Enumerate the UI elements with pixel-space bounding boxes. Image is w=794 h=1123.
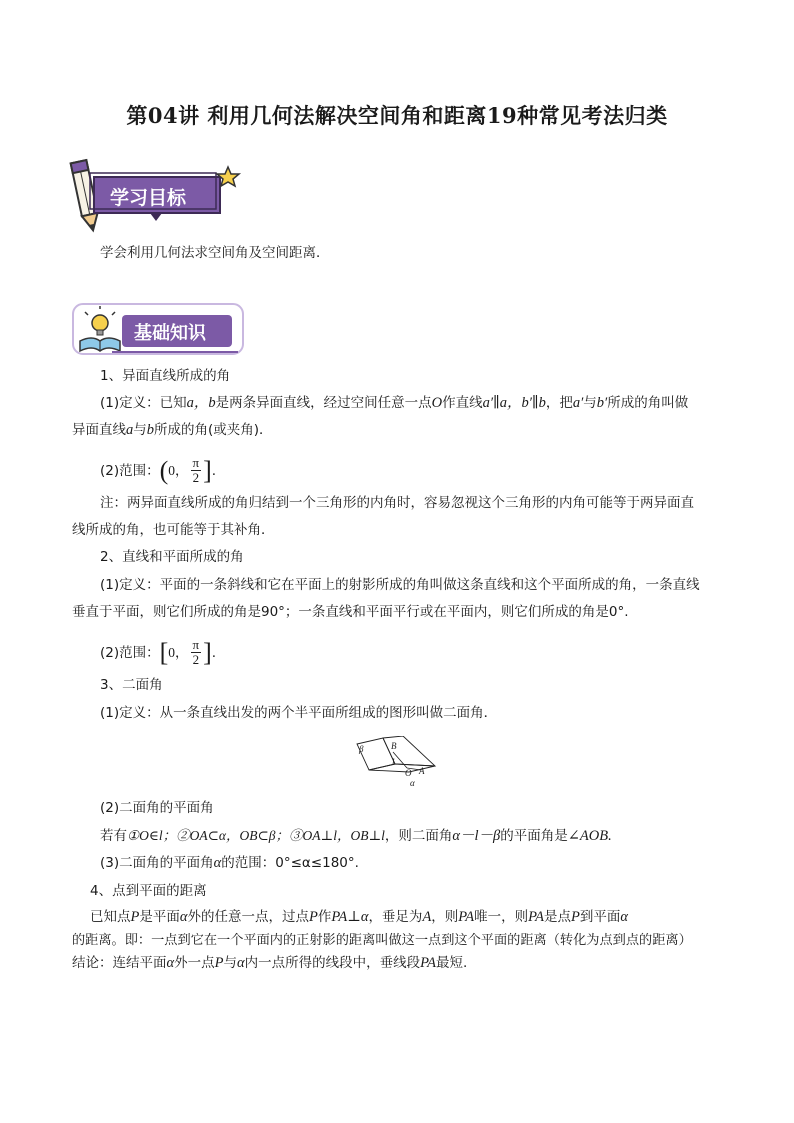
page-title: 第04讲 利用几何法解决空间角和距离19种常见考法归类 bbox=[126, 103, 668, 128]
section-3-plane-angle-condition bbox=[100, 826, 612, 846]
math-alpha: α bbox=[179, 909, 188, 925]
math-PA-perp: PA⊥α bbox=[331, 909, 369, 925]
math-A: A bbox=[422, 909, 432, 925]
goal-text: 学会利用几何法求空间角及空间距离． bbox=[100, 245, 330, 261]
math-a-prime: a′ bbox=[572, 395, 584, 411]
text: 所成的角叫做 bbox=[607, 395, 689, 411]
text: 到平面 bbox=[579, 909, 621, 925]
text: (3)二面角的平面角 bbox=[100, 855, 214, 871]
math-b-prime: b′ bbox=[596, 395, 608, 411]
math-zero: 0， bbox=[168, 644, 189, 660]
math-ab: a，b bbox=[186, 395, 216, 411]
text: (2)范围： bbox=[100, 462, 160, 479]
label-A: A bbox=[419, 766, 425, 776]
section-1-definition-line2 bbox=[72, 420, 273, 440]
math-P: P bbox=[308, 909, 318, 925]
math-P: P bbox=[130, 909, 140, 925]
close-bracket: ] bbox=[203, 455, 212, 485]
math-parallels: a′∥a，b′∥b bbox=[482, 395, 546, 411]
pi-over-2 bbox=[191, 638, 202, 667]
math-pi: π bbox=[192, 455, 200, 470]
text: 唯一，则 bbox=[474, 909, 529, 925]
label-B: B bbox=[391, 741, 397, 751]
basic-knowledge-label: 基础知识 bbox=[134, 323, 206, 344]
math-b: b bbox=[146, 422, 154, 438]
label-beta: β bbox=[359, 744, 364, 754]
text: 的范围： bbox=[221, 855, 276, 871]
section-1-note-line2: 线所成的角，也可能等于其补角． bbox=[72, 522, 275, 538]
section-1-range: (2)范围： ( 0， $\frac{\pi}{2}$ ] . bbox=[100, 455, 217, 485]
math-PA: PA bbox=[420, 955, 436, 971]
text: 外的任意一点，过点 bbox=[187, 909, 309, 925]
text: 是点 bbox=[544, 909, 572, 925]
text: 与 bbox=[583, 395, 597, 411]
math-PA: PA bbox=[458, 909, 475, 925]
math-a: a bbox=[126, 422, 134, 438]
pi-over-2 bbox=[191, 456, 202, 485]
math-alpha: α bbox=[166, 955, 175, 971]
open-paren: ( bbox=[159, 455, 169, 485]
section-3-plane-angle-heading: (2)二面角的平面角 bbox=[100, 800, 214, 816]
label-l: l bbox=[392, 757, 395, 767]
text: (1)定义：已知 bbox=[100, 395, 187, 411]
label-O: O bbox=[405, 768, 412, 778]
text: 与 bbox=[223, 955, 237, 971]
text: 已知点 bbox=[90, 909, 131, 925]
basic-knowledge-badge bbox=[72, 303, 247, 358]
text: 异面直线 bbox=[72, 422, 126, 438]
text: 0°≤α≤180°. bbox=[275, 855, 359, 871]
text: 的平面角是 bbox=[500, 828, 568, 844]
text: 内一点所得的线段中，垂线段 bbox=[244, 955, 421, 971]
text: ，则 bbox=[431, 909, 459, 925]
learning-goal-label: 学习目标 bbox=[110, 187, 187, 209]
math-alpha: α bbox=[236, 955, 245, 971]
text: ，垂足为 bbox=[368, 909, 423, 925]
math-P: P bbox=[214, 955, 224, 971]
section-1-definition-line1 bbox=[100, 393, 688, 413]
close-bracket: ] bbox=[203, 637, 212, 667]
label-alpha: α bbox=[410, 778, 415, 788]
math-angle-AOB: ∠AOB. bbox=[567, 828, 612, 844]
section-4-heading: 4、点到平面的距离 bbox=[90, 883, 207, 899]
text: 若有 bbox=[100, 828, 127, 844]
math-PA: PA bbox=[528, 909, 545, 925]
math-two: 2 bbox=[192, 652, 200, 667]
text: 作直线 bbox=[442, 395, 483, 411]
text: 是两条异面直线，经过空间任意一点 bbox=[215, 395, 432, 411]
math-zero: 0， bbox=[168, 462, 189, 478]
section-3-range bbox=[100, 853, 359, 873]
section-3-definition: (1)定义：从一条直线出发的两个半平面所组成的图形叫做二面角． bbox=[100, 705, 498, 721]
dihedral-angle-diagram bbox=[355, 736, 437, 788]
section-2-range: (2)范围： [ 0， $\frac{\pi}{2}$ ] . bbox=[100, 637, 217, 667]
learning-goal-badge bbox=[64, 155, 244, 235]
section-4-conclusion bbox=[72, 953, 467, 973]
section-2-definition-line2: 垂直于平面，则它们所成的角是90°；一条直线和平面平行或在平面内，则它们所成的角是0°. bbox=[72, 604, 629, 620]
math-alpha: α bbox=[620, 909, 628, 925]
math-pi: π bbox=[192, 637, 200, 652]
text: 是平面 bbox=[139, 909, 180, 925]
text: 结论：连结平面 bbox=[72, 955, 167, 971]
text: (2)范围： bbox=[100, 644, 160, 661]
section-4-line2: 的距离。即：一点到它在一个平面内的正射影的距离叫做这一点到这个平面的距离（转化为点到点的距离） bbox=[72, 933, 692, 948]
text: 最短. bbox=[435, 955, 468, 971]
math-two: 2 bbox=[192, 470, 200, 485]
text: ，把 bbox=[545, 395, 573, 411]
math-alpha: α bbox=[213, 855, 222, 871]
section-1-note-line1: 注：两异面直线所成的角归结到一个三角形的内角时，容易忽视这个三角形的内角可能等于两异面直 bbox=[100, 495, 694, 511]
section-4-line1 bbox=[90, 907, 628, 927]
open-bracket: [ bbox=[159, 637, 169, 667]
text: 外一点 bbox=[174, 955, 215, 971]
text: 作 bbox=[317, 909, 332, 925]
section-2-heading: 2、直线和平面所成的角 bbox=[100, 549, 244, 565]
text: 所成的角(或夹角)． bbox=[154, 422, 273, 438]
math-dihedral: α－l－β bbox=[452, 828, 501, 844]
section-2-definition-line1: (1)定义：平面的一条斜线和它在平面上的射影所成的角叫做这条直线和这个平面所成的角，一条直线 bbox=[100, 577, 700, 593]
text: 与 bbox=[133, 422, 147, 438]
math-conditions: ①O∈l；②OA⊂α，OB⊂β；③OA⊥l，OB⊥l bbox=[127, 828, 385, 843]
section-3-heading: 3、二面角 bbox=[100, 677, 163, 693]
section-1-heading: 1、异面直线所成的角 bbox=[100, 368, 231, 384]
text: ，则二面角 bbox=[384, 828, 453, 844]
math-O: O bbox=[431, 395, 443, 411]
math-P: P bbox=[571, 909, 580, 925]
